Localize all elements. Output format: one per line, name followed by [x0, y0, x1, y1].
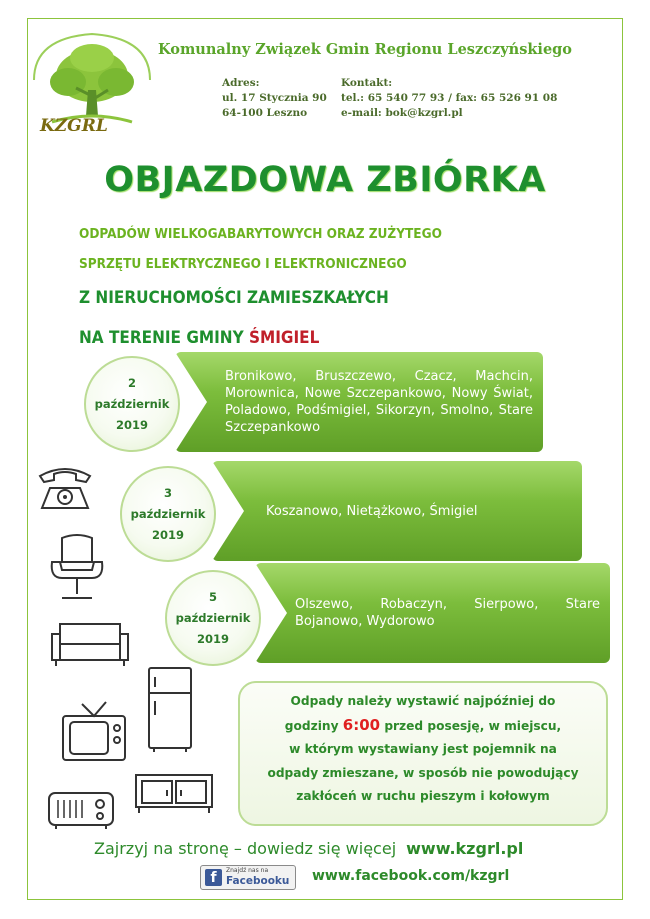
facebook-badge[interactable] [200, 865, 296, 890]
contact-label: Kontakt: [341, 77, 393, 89]
schedule-places: Olszewo, Robaczyn, Sierpowo, Stare Bojanowo, Wydorowo [295, 597, 600, 629]
radio-icon [46, 790, 116, 830]
tv-icon [60, 700, 128, 764]
contact-email: e-mail: bok@kzgrl.pl [341, 107, 463, 119]
date-day: 3 [163, 485, 172, 500]
date-year: 2019 [151, 527, 184, 542]
address-line: ul. 17 Stycznia 90 [222, 92, 327, 104]
notice-text: przed posesję, w miejscu, [380, 718, 562, 733]
date-day: 5 [208, 589, 217, 604]
notice-box [238, 681, 608, 826]
page-title: OBJAZDOWA ZBIÓRKA [104, 160, 546, 200]
schedule-band [212, 461, 582, 561]
subtitle-prefix: NA TERENIE GMINY [79, 328, 249, 348]
footer-cta [94, 839, 523, 858]
fridge-icon [146, 665, 194, 753]
gmina-name: ŚMIGIEL [248, 328, 320, 348]
logo-text: KZGRL [40, 116, 108, 135]
notice-text: godziny [284, 718, 343, 733]
date-circle [84, 356, 180, 452]
sofa-icon [50, 620, 130, 668]
subtitle-line: Z NIERUCHOMOŚCI ZAMIESZKAŁYCH [79, 288, 389, 308]
notice-line: odpady zmieszane, w sposób nie powodujący [267, 765, 579, 780]
band-arrow [212, 461, 244, 561]
notice-line: w którym wystawiany jest pojemnik na [289, 742, 557, 756]
telephone-icon [36, 460, 94, 512]
date-circle [120, 466, 216, 562]
address-label: Adres: [222, 77, 260, 89]
subtitle-gmina [79, 328, 319, 348]
armchair-icon [48, 532, 106, 604]
fb-badge-big: Facebooku [226, 875, 290, 887]
address-block [222, 76, 327, 121]
website-link[interactable]: www.kzgrl.pl [406, 839, 524, 858]
schedule-places: Koszanowo, Nietążkowo, Śmigiel [266, 503, 478, 519]
date-year: 2019 [196, 631, 229, 646]
notice-line [240, 714, 606, 739]
cabinet-icon [133, 772, 215, 814]
cta-text: Zajrzyj na stronę – dowiedz się więcej [94, 839, 397, 858]
notice-line: zakłóceń w ruchu pieszym i kołowym [296, 789, 550, 803]
facebook-link[interactable]: www.facebook.com/kzgrl [312, 868, 510, 884]
organization-name: Komunalny Związek Gmin Regionu Leszczyńskiego [158, 41, 572, 58]
subtitle-line: SPRZĘTU ELEKTRYCZNEGO I ELEKTRONICZNEGO [79, 256, 407, 272]
subtitle-line: ODPADÓW WIELKOGABARYTOWYCH ORAZ ZUŻYTEGO [79, 226, 442, 242]
fb-badge-small: Znajdź nas na [226, 867, 269, 874]
tree-logo-icon [32, 30, 152, 135]
schedule-band [175, 352, 543, 452]
address-line: 64-100 Leszno [222, 107, 308, 119]
date-circle [165, 570, 261, 666]
date-year: 2019 [115, 417, 148, 432]
date-month: październik [175, 610, 251, 625]
schedule-band [255, 563, 610, 663]
contact-block [341, 76, 557, 121]
notice-line: Odpady należy wystawić najpóźniej do [290, 694, 556, 708]
date-month: październik [94, 396, 170, 411]
schedule-places: Bronikowo, Bruszczewo, Czacz, Machcin, Morownica, Nowe Szczepankowo, Nowy Świat, Poladowo, Podśmigiel, Sikorzyn, Smolno, Stare Szczepankowo [225, 369, 533, 435]
date-month: październik [130, 506, 206, 521]
contact-phone: tel.: 65 540 77 93 / fax: 65 526 91 08 [341, 92, 558, 104]
facebook-icon: f [205, 869, 222, 886]
notice-time: 6:00 [342, 715, 381, 734]
date-day: 2 [127, 375, 136, 390]
